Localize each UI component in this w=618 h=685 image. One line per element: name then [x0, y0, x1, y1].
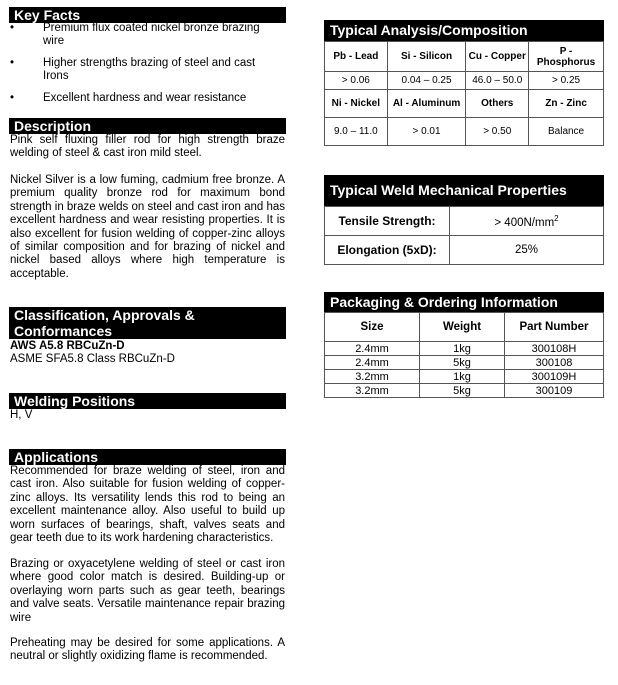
packaging-table [324, 312, 604, 398]
description-paragraph: Nickel Silver is a low fuming, cadmium free bronze. A premium quality bronze rod for maximum bond strength in braze welds on steel and cast iron and has excellent hardness and wear resisting properties. It is also excellent for fusion welding of copper-zinc alloys of similar composition and for brazing of nickel and nickel based alloys where high temperature is acceptable. [10, 174, 285, 280]
welding-positions-heading: Welding Positions [9, 393, 286, 409]
elongation-value: 25% [450, 236, 604, 265]
table-cell: 300109H [505, 370, 604, 384]
tensile-unit-superscript: 2 [554, 213, 559, 223]
applications-paragraph: Preheating may be desired for some applications. A neutral or slightly oxidizing flame is recommended. [10, 637, 285, 663]
composition-heading: Typical Analysis/Composition [324, 20, 604, 41]
table-cell: 1kg [420, 342, 505, 356]
table-row [325, 72, 604, 90]
table-cell: Al - Aluminum [387, 90, 466, 118]
table-row [325, 384, 604, 398]
table-cell: Cu - Copper [466, 42, 529, 72]
table-cell: Si - Silicon [387, 42, 466, 72]
table-cell: 2.4mm [325, 356, 420, 370]
tensile-value-cell [450, 207, 604, 236]
table-cell: 46.0 – 50.0 [466, 72, 529, 90]
table-cell: > 0.06 [325, 72, 388, 90]
table-row [325, 370, 604, 384]
table-cell: Pb - Lead [325, 42, 388, 72]
table-cell: 5kg [420, 356, 505, 370]
table-cell: 3.2mm [325, 370, 420, 384]
table-row [325, 118, 604, 146]
table-row [325, 342, 604, 356]
table-row [325, 356, 604, 370]
tensile-value: > 400N/mm [494, 216, 555, 229]
bullet-icon: • [10, 22, 15, 34]
table-header-cell: Size [325, 313, 420, 342]
table-header-cell: Weight [420, 313, 505, 342]
table-cell: > 0.25 [529, 72, 604, 90]
classification-line: ASME SFA5.8 Class RBCuZn-D [10, 353, 175, 365]
table-cell: > 0.50 [466, 118, 529, 146]
table-cell: 300108 [505, 356, 604, 370]
table-cell: P - Phosphorus [529, 42, 604, 72]
table-cell: 2.4mm [325, 342, 420, 356]
description-paragraph: Pink self fluxing filler rod for high strength braze welding of steel & cast iron mild steel. [10, 134, 285, 160]
table-cell: 300109 [505, 384, 604, 398]
bullet-icon: • [10, 57, 15, 69]
key-fact-text: Excellent hardness and wear resistance [43, 92, 247, 104]
mechanical-table [324, 206, 604, 265]
table-cell: 1kg [420, 370, 505, 384]
table-header-cell: Part Number [505, 313, 604, 342]
table-cell: 300108H [505, 342, 604, 356]
table-cell: Balance [529, 118, 604, 146]
table-row [325, 313, 604, 342]
applications-heading: Applications [9, 449, 286, 465]
composition-table [324, 41, 604, 146]
table-cell: 0.04 – 0.25 [387, 72, 466, 90]
bullet-icon: • [10, 92, 15, 104]
applications-paragraph: Brazing or oxyacetylene welding of steel or cast iron where good color match is desired. Building-up or overlaying worn parts such as gear teeth, bearings and valve seats. Versatile maintenance repair brazing wire [10, 558, 285, 624]
table-row [325, 90, 604, 118]
elongation-label: Elongation (5xD): [325, 236, 450, 265]
key-fact-text: Higher strengths brazing of steel and cast Irons [43, 57, 256, 83]
tensile-label: Tensile Strength: [325, 207, 450, 236]
table-cell: Others [466, 90, 529, 118]
packaging-heading: Packaging & Ordering Information [324, 292, 604, 312]
applications-paragraph: Recommended for braze welding of steel, iron and cast iron. Also suitable for fusion welding of copper-zinc alloys. Its versatility lends this rod to being an excellent maintenance alloy. Also useful to build up worn surfaces of bearings, shaft, valves seats and gear teeth due to its work hardening characteristics. [10, 465, 285, 545]
key-fact-text: Premium flux coated nickel bronze brazing wire [43, 22, 260, 48]
table-cell: 5kg [420, 384, 505, 398]
table-cell: Zn - Zinc [529, 90, 604, 118]
table-row [325, 236, 604, 265]
welding-positions-value: H, V [10, 409, 33, 421]
table-cell: > 0.01 [387, 118, 466, 146]
classification-line: AWS A5.8 RBCuZn-D [10, 340, 125, 352]
table-cell: 3.2mm [325, 384, 420, 398]
description-heading: Description [9, 118, 286, 134]
classification-heading: Classification, Approvals & Conformances [9, 307, 286, 339]
table-row [325, 42, 604, 72]
table-cell: Ni - Nickel [325, 90, 388, 118]
table-cell: 9.0 – 11.0 [325, 118, 388, 146]
mechanical-heading: Typical Weld Mechanical Properties [324, 175, 604, 206]
table-row [325, 207, 604, 236]
key-facts-heading: Key Facts [9, 7, 286, 23]
